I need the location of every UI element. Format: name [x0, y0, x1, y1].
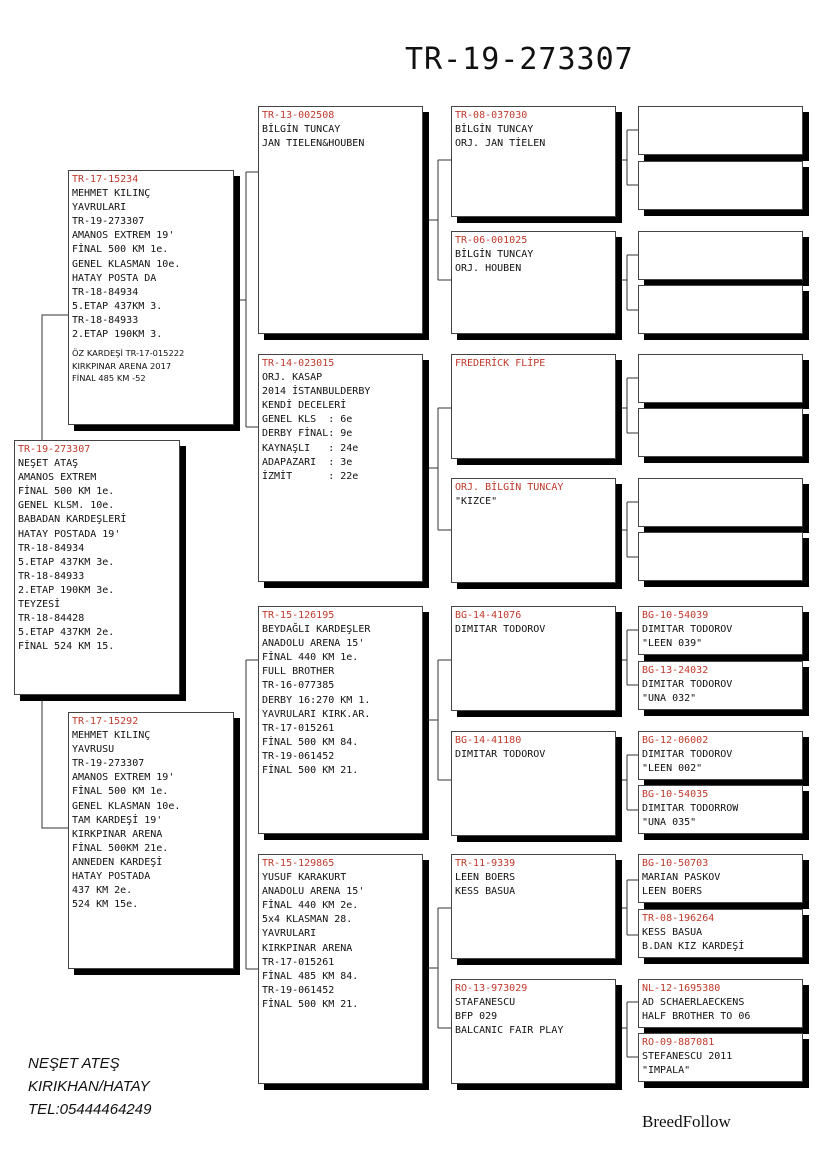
pigeon-info-line: KENDİ DECELERİ: [262, 400, 347, 412]
pigeon-info-line: GENEL KLSM. 10e.: [18, 500, 115, 512]
pigeon-card-sire: [68, 170, 234, 425]
ring-number: ORJ. BİLGİN TUNCAY: [455, 482, 564, 493]
pigeon-info-line: FİNAL 500 KM 1e.: [18, 486, 115, 498]
pigeon-info-line: FİNAL 500 KM 21.: [262, 998, 359, 1010]
pigeon-card-g6: [638, 408, 803, 457]
pigeon-card-g4: [638, 285, 803, 334]
pigeon-card-g16: [638, 1033, 803, 1082]
pigeon-info-line: 5.ETAP 437KM 3e.: [18, 556, 115, 568]
pigeon-info-line: ORJ. JAN TİELEN: [455, 138, 546, 150]
pigeon-card-subject: [14, 440, 180, 695]
pigeon-info-line: TR-18-84933: [72, 314, 139, 326]
pigeon-info-line: GENEL KLASMAN 10e.: [72, 258, 181, 270]
pigeon-card-dd: [258, 854, 423, 1084]
pigeon-info-line: 2.ETAP 190KM 3e.: [18, 584, 115, 596]
pigeon-info-line: FİNAL 500 KM 1e.: [72, 786, 169, 798]
pigeon-info-line: YAVRUSU: [72, 744, 115, 756]
pigeon-info-line: BİLGİN TUNCAY: [455, 124, 534, 136]
pigeon-info-line: FİNAL 485 KM 84.: [262, 970, 359, 982]
pigeon-card-g1: [638, 106, 803, 155]
pigeon-info-line: FİNAL 500 KM 84.: [262, 736, 359, 748]
pigeon-info-line: TR-19-061452: [262, 984, 335, 996]
pigeon-info-line: DIMITAR TODOROV: [455, 749, 546, 761]
ring-number: BG-14-41180: [455, 735, 522, 746]
pigeon-info-line: BABADAN KARDEŞLERİ: [18, 514, 127, 526]
pigeon-info-line: ADAPAZARI : 3e: [262, 456, 353, 468]
pigeon-info-line: İZMİT : 22e: [262, 470, 359, 482]
pigeon-info-line: BİLGİN TUNCAY: [455, 249, 534, 261]
pigeon-info-line: NEŞET ATAŞ: [18, 458, 79, 470]
pigeon-info-line: BİLGİN TUNCAY: [262, 124, 341, 136]
ring-number: TR-14-023015: [262, 358, 335, 369]
pedigree-title: TR-19-273307: [405, 42, 634, 77]
sibling-note-line: ÖZ KARDEŞİ TR-17-015222: [72, 348, 185, 359]
pigeon-card-dam: [68, 712, 234, 969]
ring-number: TR-08-196264: [642, 913, 715, 924]
sibling-note-line: KIRKPINAR ARENA 2017: [72, 360, 172, 371]
pigeon-info-line: AMANOS EXTREM: [18, 472, 97, 484]
sibling-note-line: FİNAL 485 KM -52: [72, 372, 146, 383]
pigeon-info-line: AD SCHAERLAECKENS: [642, 997, 745, 1009]
ring-number: TR-15-129865: [262, 858, 335, 869]
pigeon-info-line: HATAY POSTA DA: [72, 272, 157, 284]
ring-number: RO-09-887081: [642, 1037, 715, 1048]
pigeon-info-line: FİNAL 524 KM 15.: [18, 641, 115, 653]
pigeon-info-line: HATAY POSTADA: [72, 871, 151, 883]
pigeon-info-line: TR-19-273307: [72, 758, 145, 770]
owner-info: [28, 1052, 151, 1121]
pigeon-info-line: AMANOS EXTREM 19': [72, 230, 175, 242]
pigeon-info-line: ANADOLU ARENA 15': [262, 886, 365, 898]
pigeon-info-line: TR-19-061452: [262, 750, 335, 762]
pigeon-card-ss: [258, 106, 423, 334]
pigeon-info-line: FULL BROTHER: [262, 666, 335, 678]
pigeon-info-line: "KIZCE": [455, 496, 498, 508]
pigeon-info-line: "LEEN 002": [642, 763, 703, 775]
pigeon-card-g12: [638, 785, 803, 834]
ring-number: TR-13-002508: [262, 110, 335, 121]
pigeon-card-g13: [638, 854, 803, 903]
pigeon-card-ds: [258, 606, 423, 834]
pigeon-card-sds: [451, 354, 616, 459]
ring-number: TR-06-001025: [455, 235, 528, 246]
pigeon-info-line: 5.ETAP 437KM 2e.: [18, 627, 115, 639]
owner-phone: TEL:05444464249: [28, 1101, 152, 1118]
pigeon-info-line: YAVRULARI: [72, 202, 127, 214]
pigeon-info-line: FİNAL 500 KM 1e.: [72, 244, 169, 256]
pigeon-card-sdd: [451, 478, 616, 583]
pigeon-info-line: YAVRULARI KIRK.AR.: [262, 708, 371, 720]
ring-number: TR-17-15234: [72, 174, 139, 185]
pigeon-info-line: MEHMET KILINÇ: [72, 188, 151, 200]
pigeon-info-line: STEFANESCU 2011: [642, 1051, 733, 1063]
pigeon-info-line: 2014 İSTANBULDERBY: [262, 386, 371, 398]
pigeon-info-line: KESS BASUA: [455, 886, 516, 898]
pigeon-info-line: AMANOS EXTREM 19': [72, 772, 175, 784]
pigeon-info-line: DIMITAR TODOROV: [642, 624, 733, 636]
pigeon-info-line: TR-19-273307: [72, 216, 145, 228]
pigeon-info-line: TR-18-84428: [18, 613, 85, 625]
pigeon-info-line: LEEN BOERS: [642, 886, 703, 898]
pigeon-info-line: 437 KM 2e.: [72, 885, 133, 897]
pigeon-info-line: TR-18-84933: [18, 570, 85, 582]
ring-number: BG-10-54035: [642, 789, 709, 800]
pigeon-info-line: STAFANESCU: [455, 997, 516, 1009]
pigeon-info-line: FİNAL 440 KM 2e.: [262, 900, 359, 912]
pigeon-card-g3: [638, 231, 803, 280]
ring-number: TR-15-126195: [262, 610, 335, 621]
pigeon-info-line: MEHMET KILINÇ: [72, 730, 151, 742]
pigeon-info-line: TAM KARDEŞİ 19': [72, 814, 163, 826]
pigeon-info-line: 524 KM 15e.: [72, 899, 139, 911]
pigeon-info-line: YUSUF KARAKURT: [262, 872, 347, 884]
ring-number: BG-10-50703: [642, 858, 709, 869]
pigeon-info-line: KESS BASUA: [642, 927, 703, 939]
brand-logo: BreedFollow: [642, 1112, 731, 1131]
pigeon-card-ddd: [451, 979, 616, 1084]
ring-number: BG-14-41076: [455, 610, 522, 621]
ring-number: TR-19-273307: [18, 444, 91, 455]
ring-number: BG-10-54039: [642, 610, 709, 621]
pigeon-info-line: YAVRULARI: [262, 928, 317, 940]
pigeon-info-line: TR-17-015261: [262, 722, 335, 734]
ring-number: TR-17-15292: [72, 716, 139, 727]
pigeon-card-g5: [638, 354, 803, 403]
pigeon-info-line: HALF BROTHER TO 06: [642, 1011, 751, 1023]
pigeon-info-line: FİNAL 500 KM 21.: [262, 765, 359, 777]
pigeon-info-line: GENEL KLS : 6e: [262, 414, 353, 426]
pigeon-card-dds: [451, 854, 616, 959]
pigeon-info-line: 5.ETAP 437KM 3.: [72, 300, 163, 312]
pigeon-info-line: DIMITAR TODORROW: [642, 803, 739, 815]
pigeon-info-line: TR-16-077385: [262, 680, 335, 692]
pigeon-info-line: DERBY FİNAL: 9e: [262, 428, 353, 440]
pigeon-info-line: ORJ. KASAP: [262, 372, 323, 384]
pigeon-info-line: TR-18-84934: [72, 286, 139, 298]
pigeon-info-line: LEEN BOERS: [455, 872, 516, 884]
ring-number: BG-13-24032: [642, 665, 709, 676]
pigeon-info-line: 5x4 KLASMAN 28.: [262, 914, 353, 926]
pigeon-card-g10: [638, 661, 803, 710]
sibling-note: [72, 347, 230, 384]
pigeon-info-line: FİNAL 440 KM 1e.: [262, 652, 359, 664]
pigeon-card-g2: [638, 161, 803, 210]
pigeon-card-g11: [638, 731, 803, 780]
owner-name: NEŞET ATEŞ: [28, 1055, 120, 1072]
ring-number: TR-11-9339: [455, 858, 516, 869]
pigeon-info-line: BALCANIC FAIR PLAY: [455, 1025, 564, 1037]
pigeon-info-line: "LEEN 039": [642, 638, 703, 650]
pigeon-card-dss: [451, 606, 616, 711]
ring-number: TR-08-037030: [455, 110, 528, 121]
ring-number: RO-13-973029: [455, 983, 528, 994]
pigeon-info-line: ANADOLU ARENA 15': [262, 638, 365, 650]
pigeon-info-line: KIRKPINAR ARENA: [262, 942, 353, 954]
ring-number: NL-12-1695380: [642, 983, 721, 994]
pigeon-info-line: "UNA 032": [642, 693, 697, 705]
pigeon-card-g7: [638, 478, 803, 527]
pigeon-card-ssd: [451, 231, 616, 334]
pigeon-info-line: MARIAN PASKOV: [642, 872, 721, 884]
pigeon-info-line: TR-17-015261: [262, 956, 335, 968]
pigeon-info-line: KIRKPINAR ARENA: [72, 828, 163, 840]
owner-location: KIRIKHAN/HATAY: [28, 1078, 150, 1095]
pigeon-info-line: ORJ. HOUBEN: [455, 263, 522, 275]
pigeon-info-line: BFP 029: [455, 1011, 498, 1023]
pigeon-info-line: B.DAN KIZ KARDEŞİ: [642, 941, 745, 953]
pigeon-info-line: JAN TIELEN&HOUBEN: [262, 138, 365, 150]
pigeon-info-line: ANNEDEN KARDEŞİ: [72, 856, 163, 868]
pigeon-info-line: TR-18-84934: [18, 542, 85, 554]
pigeon-info-line: "IMPALA": [642, 1065, 691, 1077]
pigeon-card-sd: [258, 354, 423, 582]
pigeon-info-line: FİNAL 500KM 21e.: [72, 842, 169, 854]
pigeon-info-line: TEYZESİ: [18, 599, 61, 611]
pigeon-info-line: DIMITAR TODOROV: [455, 624, 546, 636]
pigeon-card-g9: [638, 606, 803, 655]
pigeon-card-sss: [451, 106, 616, 217]
pigeon-info-line: "UNA 035": [642, 817, 697, 829]
ring-number: BG-12-06002: [642, 735, 709, 746]
pigeon-info-line: DERBY 16:270 KM 1.: [262, 694, 371, 706]
ring-number: FREDERİCK FLİPE: [455, 358, 546, 369]
pigeon-info-line: BEYDAĞLI KARDEŞLER: [262, 624, 371, 636]
pigeon-info-line: KAYNAŞLI : 24e: [262, 442, 359, 454]
pigeon-card-dsd: [451, 731, 616, 836]
pigeon-info-line: HATAY POSTADA 19': [18, 528, 121, 540]
pigeon-card-g8: [638, 532, 803, 581]
pigeon-info-line: 2.ETAP 190KM 3.: [72, 329, 163, 341]
pigeon-card-g15: [638, 979, 803, 1028]
pigeon-card-g14: [638, 909, 803, 958]
pigeon-info-line: GENEL KLASMAN 10e.: [72, 800, 181, 812]
pigeon-info-line: DIMITAR TODOROV: [642, 749, 733, 761]
pigeon-info-line: DIMITAR TODOROV: [642, 679, 733, 691]
